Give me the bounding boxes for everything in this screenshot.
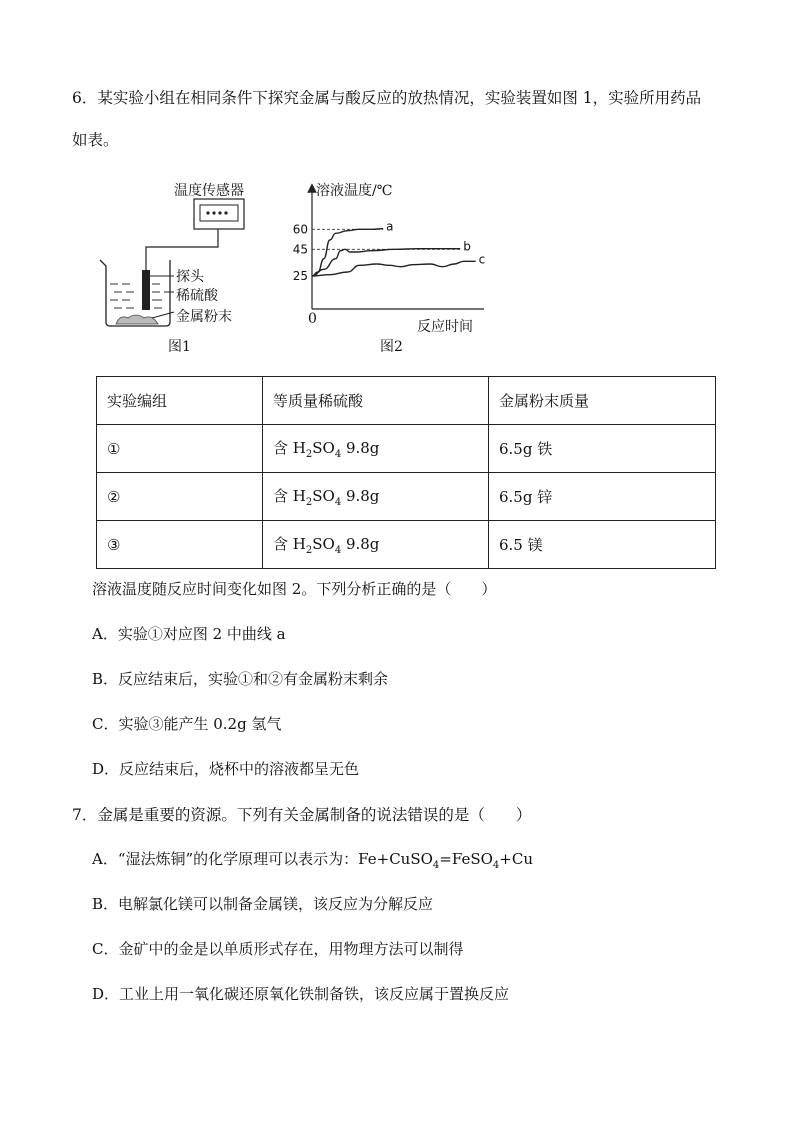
y-tick-label: 25 [292, 269, 308, 283]
cell-group: ① [97, 425, 263, 473]
q6-option-c: C．实验③能产生 0.2g 氢气 [92, 715, 282, 733]
cell-group: ③ [97, 521, 263, 569]
acid-liquid [110, 284, 162, 308]
q6-option-b: B．反应结束后，实验①和②有金属粉末剩余 [92, 670, 389, 688]
q6-option-d: D．反应结束后，烧杯中的溶液都呈无色 [92, 760, 360, 778]
table-row [97, 425, 716, 473]
y-tick-label: 45 [292, 242, 308, 257]
cell-group: ② [97, 473, 263, 521]
cell-metal: 6.5g 锌 [489, 473, 716, 521]
powder-label: 金属粉末 [176, 309, 232, 325]
cell-acid: 含 $H_2SO_4$ 9.8g [263, 521, 489, 569]
cell-acid: 含 $H_2SO_4$ 9.8g [263, 473, 489, 521]
reagent-table [96, 376, 716, 569]
q7-stem: 7．金属是重要的资源。下列有关金属制备的说法错误的是（ ） [72, 806, 532, 824]
q7-option-d: D．工业上用一氧化碳还原氧化铁制备铁，该反应属于置换反应 [92, 985, 510, 1003]
series-label-b: b [463, 239, 471, 254]
probe-label: 探头 [176, 269, 204, 285]
series-line-c [312, 261, 476, 276]
y-ticks [293, 222, 308, 283]
cell-metal: 6.5 镁 [489, 521, 716, 569]
acid-label: 稀硫酸 [176, 288, 218, 304]
q7-option-c: C．金矿中的金是以单质形式存在，用物理方法可以制得 [92, 940, 464, 958]
y-tick-label: 60 [292, 222, 308, 237]
chart-xlabel: 反应时间 [417, 319, 473, 335]
table-header-row [97, 377, 716, 425]
figure1-caption: 图1 [168, 339, 191, 355]
cell-acid: 含 $H_2SO_4$ 9.8g [263, 425, 489, 473]
table-row [97, 473, 716, 521]
header-acid: 等质量稀硫酸 [263, 377, 489, 425]
probe [142, 270, 150, 310]
cell-metal: 6.5g 铁 [489, 425, 716, 473]
q7-option-b: B．电解氯化镁可以制备金属镁，该反应为分解反应 [92, 895, 434, 913]
q6-after-table: 溶液温度随反应时间变化如图 2。下列分析正确的是（ ） [92, 580, 497, 598]
q6-stem-line2: 如表。 [72, 131, 119, 149]
q6-stem-line1: 6．某实验小组在相同条件下探究金属与酸反应的放热情况，实验装置如图 1，实验所用药品 [72, 89, 702, 107]
chart-origin: 0 [308, 311, 317, 327]
series-label-c: c [478, 252, 486, 267]
header-group: 实验编组 [97, 377, 263, 425]
q6-option-a: A．实验①对应图 2 中曲线 a [92, 625, 286, 643]
table-row [97, 521, 716, 569]
header-metal: 金属粉末质量 [489, 377, 716, 425]
chart-ylabel: 溶液温度/℃ [316, 183, 393, 199]
series-label-a: a [386, 219, 394, 234]
figure2-caption: 图2 [380, 339, 403, 355]
figure2-temperature-chart [286, 178, 496, 338]
metal-powder [116, 315, 158, 324]
q7-option-a: A．“湿法炼铜”的化学原理可以表示为：Fe+CuSO$_4$=FeSO$_4$+Cu [92, 850, 533, 871]
sensor-label: 温度传感器 [174, 183, 244, 199]
series-line-b [312, 249, 460, 276]
series-group [312, 220, 485, 276]
